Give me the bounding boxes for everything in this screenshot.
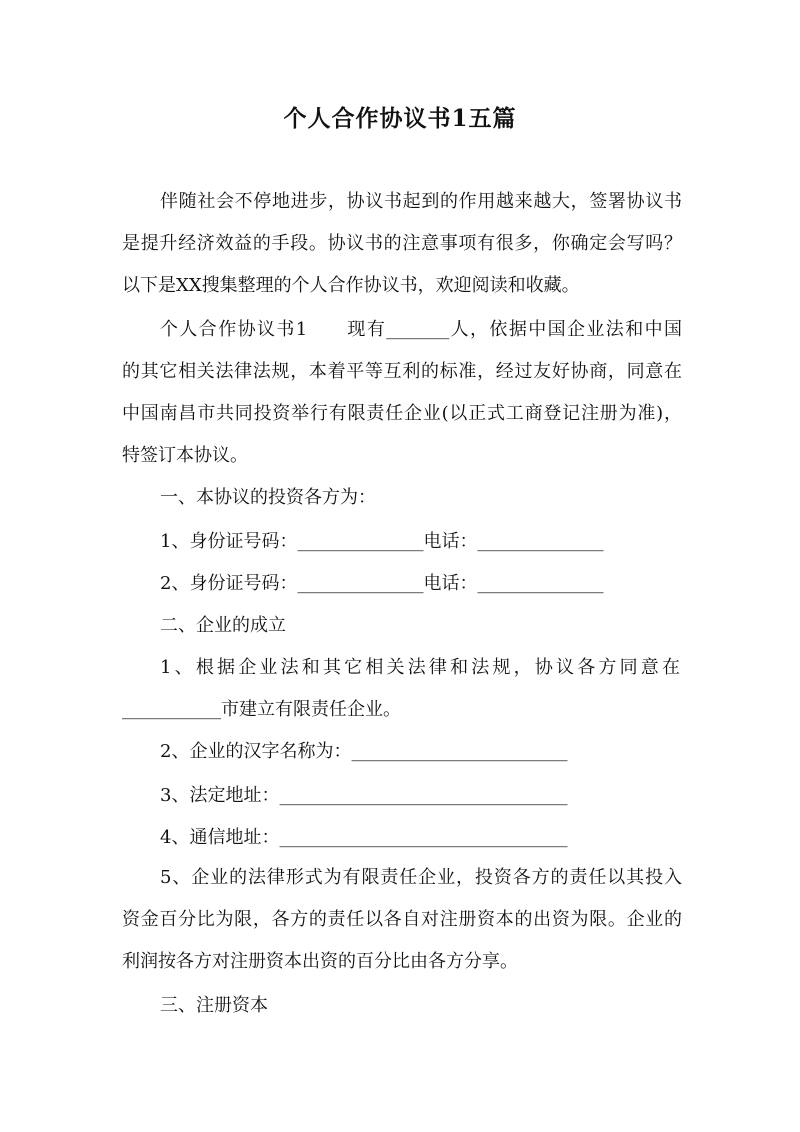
paragraph-line: 是提升经济效益的手段。协议书的注意事项有很多，你确定会写吗？	[122, 233, 682, 254]
form-line: 1、身份证号码：______________电话：______________	[160, 531, 604, 552]
section-heading: 二、企业的成立	[160, 615, 286, 636]
paragraph-line: 1、根据企业法和其它相关法律和法规，协议各方同意在	[160, 657, 680, 678]
paragraph-line: 伴随社会不停地进步，协议书起到的作用越来越大，签署协议书	[160, 191, 682, 212]
paragraph-line: 个人合作协议书1 现有_______人，依据中国企业法和中国	[160, 319, 682, 340]
form-line: 3、法定地址：________________________________	[160, 785, 568, 806]
paragraph-line: 特签订本协议。	[122, 445, 248, 466]
paragraph-line: 中国南昌市共同投资举行有限责任企业(以正式工商登记注册为准)，	[122, 403, 682, 424]
paragraph-line: 的其它相关法律法规，本着平等互利的标准，经过友好协商，同意在	[122, 361, 682, 382]
form-line: 4、通信地址：________________________________	[160, 827, 568, 848]
form-line: 2、企业的汉字名称为：________________________	[160, 741, 568, 762]
paragraph-line: 5、企业的法律形式为有限责任企业，投资各方的责任以其投入	[160, 867, 682, 888]
paragraph-line: 利润按各方对注册资本出资的百分比由各方分享。	[122, 951, 518, 972]
document-title: 个人合作协议书1五篇	[283, 105, 517, 132]
section-heading: 三、注册资本	[160, 995, 268, 1016]
form-line: 2、身份证号码：______________电话：______________	[160, 573, 604, 594]
paragraph-line: ___________市建立有限责任企业。	[122, 699, 401, 720]
paragraph-line: 资金百分比为限，各方的责任以各自对注册资本的出资为限。企业的	[122, 909, 682, 930]
paragraph-line: 以下是XX搜集整理的个人合作协议书，欢迎阅读和收藏。	[122, 275, 580, 296]
section-heading: 一、本协议的投资各方为：	[160, 487, 376, 508]
